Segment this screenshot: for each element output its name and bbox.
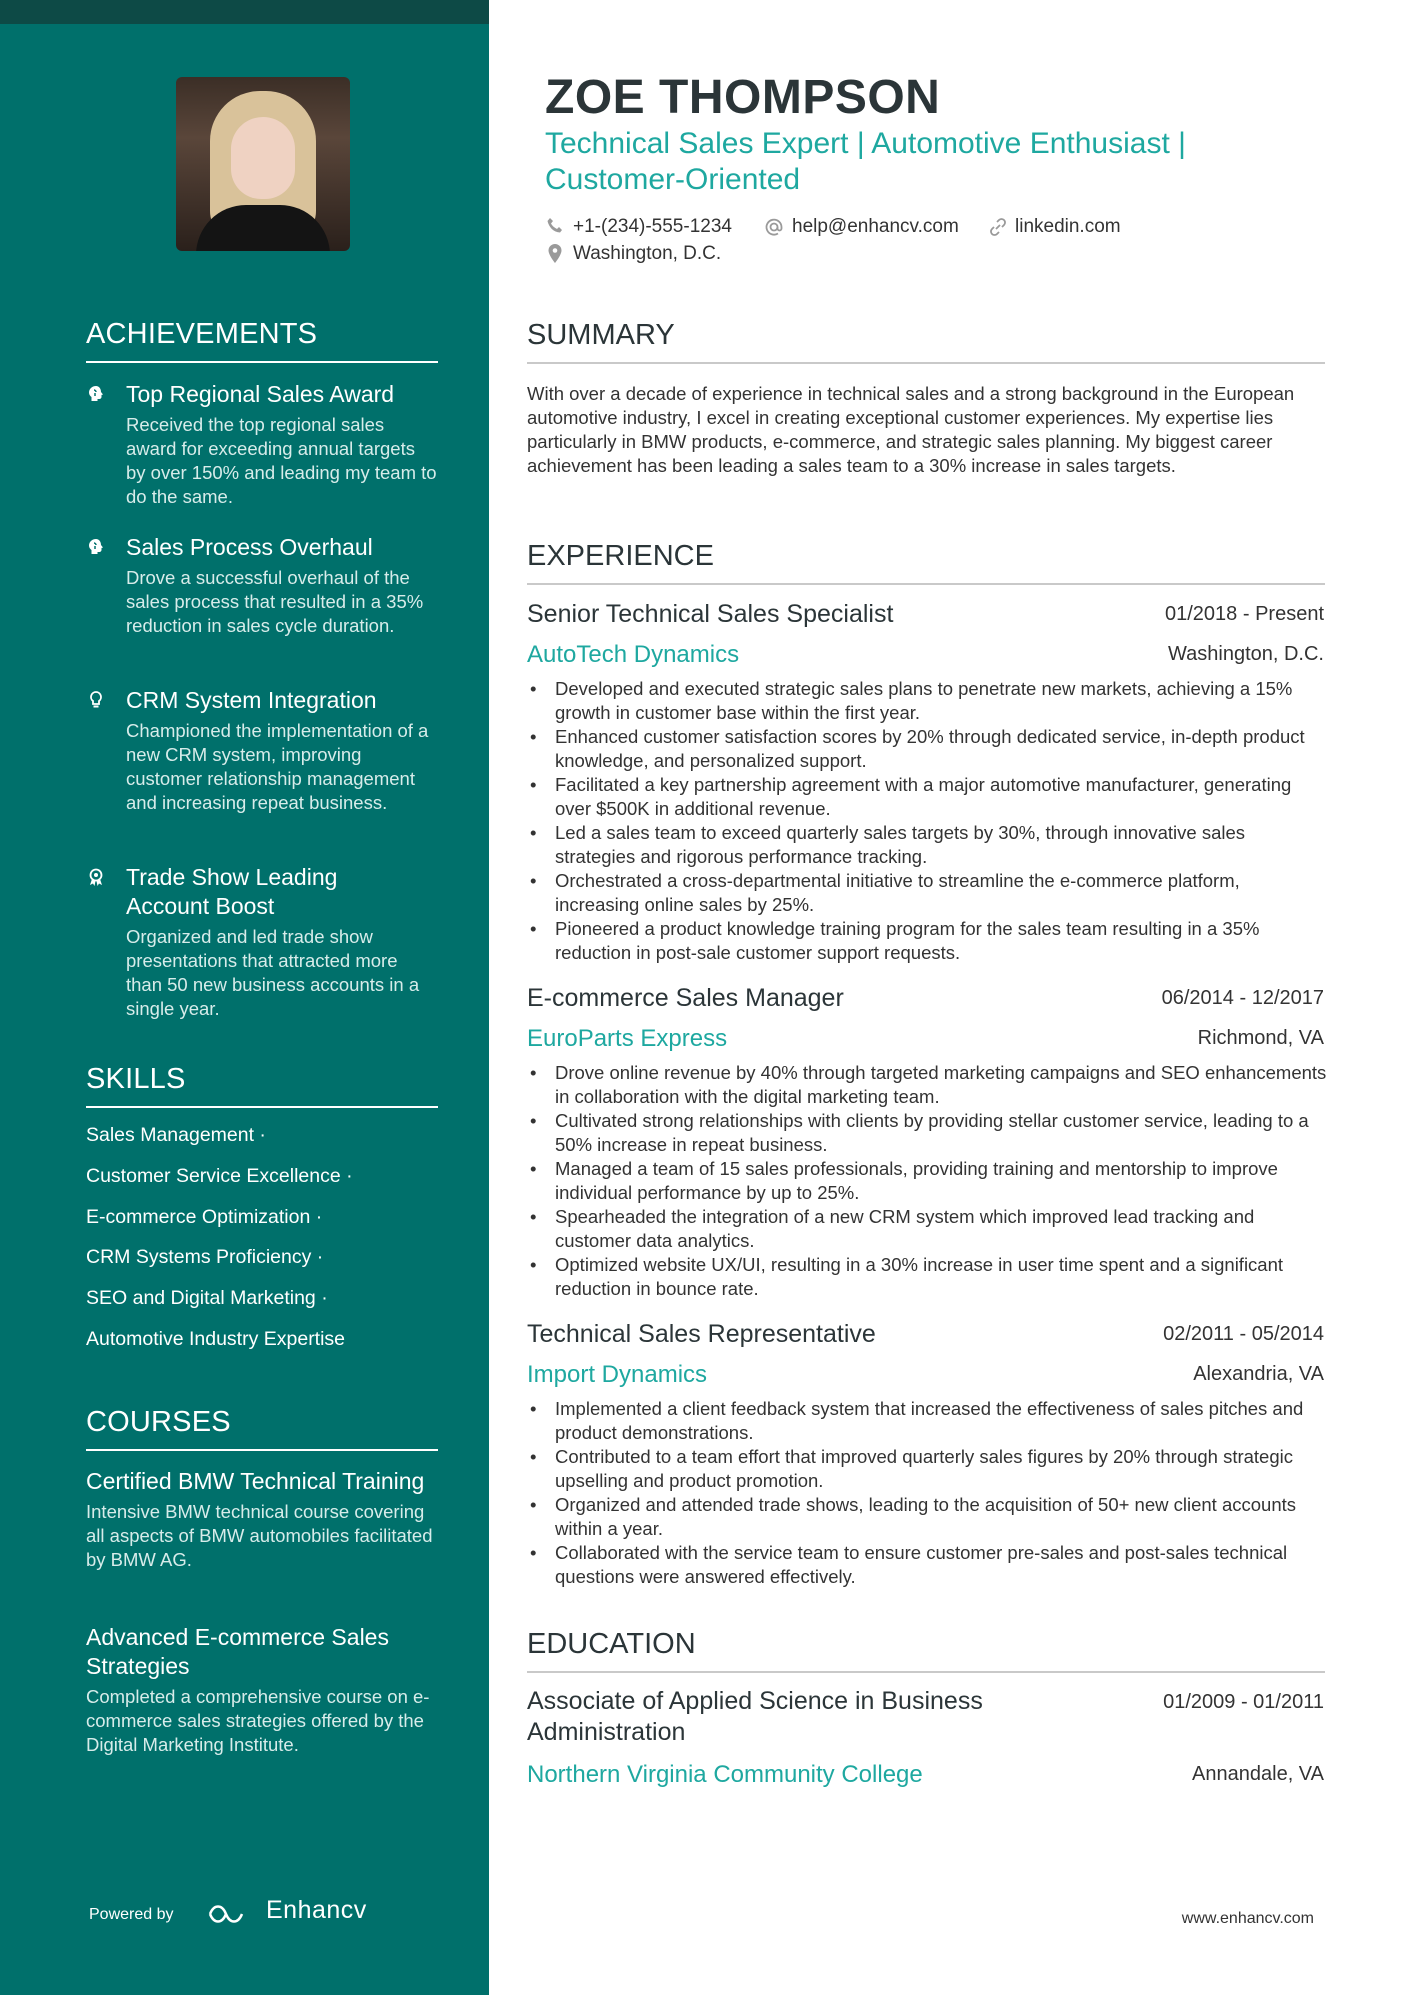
candidate-name: ZOE THOMPSON xyxy=(545,71,941,124)
course-title: Advanced E-commerce Sales Strategies xyxy=(86,1624,389,1679)
job-bullets xyxy=(527,677,1327,965)
skill-item: Automotive Industry Expertise xyxy=(86,1328,346,1350)
bullet-item: • Cultivated strong relationships with clients by providing stellar customer service, leading to a 50% increase in repeat business. xyxy=(527,1109,1327,1157)
achievement-desc: Organized and led trade show presentations that attracted more than 50 new business accounts in a single year. xyxy=(126,926,420,1019)
bullet-item: • Managed a team of 15 sales professionals, providing training and mentorship to improve individual performance by up to 25%. xyxy=(527,1157,1327,1205)
bullet-item: • Collaborated with the service team to ensure customer pre-sales and post-sales technical questions were answered effectively. xyxy=(527,1541,1327,1589)
sidebar-top-bar xyxy=(0,0,489,24)
job-location: Richmond, VA xyxy=(1197,1027,1324,1049)
course-desc: Completed a comprehensive course on e-commerce sales strategies offered by the Digital Marketing Institute. xyxy=(86,1686,430,1755)
education-location: Annandale, VA xyxy=(1192,1763,1324,1785)
bullet-item: • Implemented a client feedback system that increased the effectiveness of sales pitches and product demonstrations. xyxy=(527,1397,1327,1445)
company-name: Import Dynamics xyxy=(527,1361,708,1388)
education-dates: 01/2009 - 01/2011 xyxy=(1163,1691,1324,1713)
avatar xyxy=(176,77,350,251)
linkedin-text[interactable]: linkedin.com xyxy=(1015,216,1121,237)
skills-heading: SKILLS xyxy=(86,1063,438,1108)
job-location: Washington, D.C. xyxy=(1168,643,1324,665)
achievement-title: Sales Process Overhaul xyxy=(126,534,373,560)
job-bullets xyxy=(527,1397,1327,1589)
job-title: Technical Sales Representative xyxy=(527,1320,876,1348)
skill-item: SEO and Digital Marketing · xyxy=(86,1287,328,1309)
brain-icon xyxy=(86,384,106,404)
location-pin-icon xyxy=(547,243,563,264)
achievement-desc: Championed the implementation of a new CRM system, improving customer relationship management and increasing repeat business. xyxy=(126,720,429,813)
course-item xyxy=(86,1467,438,1572)
experience-heading: EXPERIENCE xyxy=(527,540,1325,585)
enhancv-brand: Enhancv xyxy=(266,1896,367,1924)
achievement-title: CRM System Integration xyxy=(126,687,377,713)
bullet-item: • Drove online revenue by 40% through targeted marketing campaigns and SEO enhancements in collaboration with the digital marketing team. xyxy=(527,1061,1327,1109)
achievement-title: Top Regional Sales Award xyxy=(126,381,395,407)
job-bullets xyxy=(527,1061,1327,1301)
course-title: Certified BMW Technical Training xyxy=(86,1468,425,1494)
bullet-item: • Spearheaded the integration of a new CRM system which improved lead tracking and customer data analytics. xyxy=(527,1205,1327,1253)
school-name: Northern Virginia Community College xyxy=(527,1761,923,1788)
achievements-heading: ACHIEVEMENTS xyxy=(86,318,438,363)
skill-item: CRM Systems Proficiency · xyxy=(86,1246,324,1268)
bullet-item: • Facilitated a key partnership agreement with a major automotive manufacturer, generating over $500K in additional revenue. xyxy=(527,773,1327,821)
course-item xyxy=(86,1623,438,1757)
phone-text: +1-(234)-555-1234 xyxy=(573,216,732,237)
job-dates: 02/2011 - 05/2014 xyxy=(1163,1323,1324,1345)
degree-title: Associate of Applied Science in Business Administration xyxy=(527,1687,983,1746)
at-sign-icon xyxy=(764,217,784,237)
achievement-desc: Drove a successful overhaul of the sales process that resulted in a 35% reduction in sales cycle duration. xyxy=(126,567,424,636)
skill-item: E-commerce Optimization · xyxy=(86,1206,323,1228)
enhancv-logo-icon xyxy=(206,1902,254,1926)
summary-text: With over a decade of experience in technical sales and a strong background in the European automotive industry, I excel in creating exceptional customer experiences. My expertise lies particularly in BMW products, e-commerce, and strategic sales planning. My biggest career achievement has been leading a sales team to a 30% increase in sales targets. xyxy=(527,383,1295,476)
bullet-item: • Orchestrated a cross-departmental initiative to streamline the e-commerce platform, increasing online sales by 25%. xyxy=(527,869,1327,917)
education-heading: EDUCATION xyxy=(527,1628,1325,1673)
bullet-item: • Optimized website UX/UI, resulting in a 30% increase in user time spent and a significant reduction in bounce rate. xyxy=(527,1253,1327,1301)
achievement-item xyxy=(86,686,438,815)
medal-icon xyxy=(86,867,106,887)
achievement-desc: Received the top regional sales award for exceeding annual targets by over 150% and leading my team to do the same. xyxy=(126,414,437,507)
bullet-item: • Enhanced customer satisfaction scores by 20% through dedicated service, in-depth product knowledge, and personalized support. xyxy=(527,725,1327,773)
bullet-item: • Contributed to a team effort that improved quarterly sales figures by 20% through strategic upselling and product promotion. xyxy=(527,1445,1327,1493)
job-dates: 06/2014 - 12/2017 xyxy=(1161,987,1324,1009)
achievement-item xyxy=(86,533,438,638)
job-title: E-commerce Sales Manager xyxy=(527,984,844,1012)
bullet-item: • Pioneered a product knowledge training program for the sales team resulting in a 35% reduction in post-sale customer support requests. xyxy=(527,917,1327,965)
achievement-item xyxy=(86,863,438,1021)
course-desc: Intensive BMW technical course covering all aspects of BMW automobiles facilitated by BMW AG. xyxy=(86,1501,433,1570)
lightbulb-icon xyxy=(86,690,106,710)
job-dates: 01/2018 - Present xyxy=(1165,603,1324,625)
achievement-item xyxy=(86,380,438,509)
location-text: Washington, D.C. xyxy=(573,243,722,264)
bullet-item: • Developed and executed strategic sales plans to penetrate new markets, achieving a 15% growth in customer base within the first year. xyxy=(527,677,1327,725)
skill-item: Customer Service Excellence · xyxy=(86,1165,353,1187)
company-name: EuroParts Express xyxy=(527,1025,728,1052)
bullet-item: • Led a sales team to exceed quarterly sales targets by 30%, through innovative sales strategies and rigorous performance tracking. xyxy=(527,821,1327,869)
email-text[interactable]: help@enhancv.com xyxy=(792,216,959,237)
job-title: Senior Technical Sales Specialist xyxy=(527,600,894,628)
courses-heading: COURSES xyxy=(86,1406,438,1451)
summary-heading: SUMMARY xyxy=(527,319,1325,364)
bullet-item: • Organized and attended trade shows, leading to the acquisition of 50+ new client accounts within a year. xyxy=(527,1493,1327,1541)
tagline: Technical Sales Expert | Automotive Enthusiast | Customer-Oriented xyxy=(545,127,1186,196)
link-icon xyxy=(988,217,1008,237)
footer-url[interactable]: www.enhancv.com xyxy=(1181,1910,1314,1927)
phone-icon xyxy=(546,217,564,235)
skill-item: Sales Management · xyxy=(86,1124,266,1146)
brain-icon xyxy=(86,537,106,557)
powered-by-label: Powered by xyxy=(89,1906,174,1923)
company-name: AutoTech Dynamics xyxy=(527,641,740,668)
achievement-title: Trade Show Leading Account Boost xyxy=(126,864,338,919)
job-location: Alexandria, VA xyxy=(1193,1363,1324,1385)
